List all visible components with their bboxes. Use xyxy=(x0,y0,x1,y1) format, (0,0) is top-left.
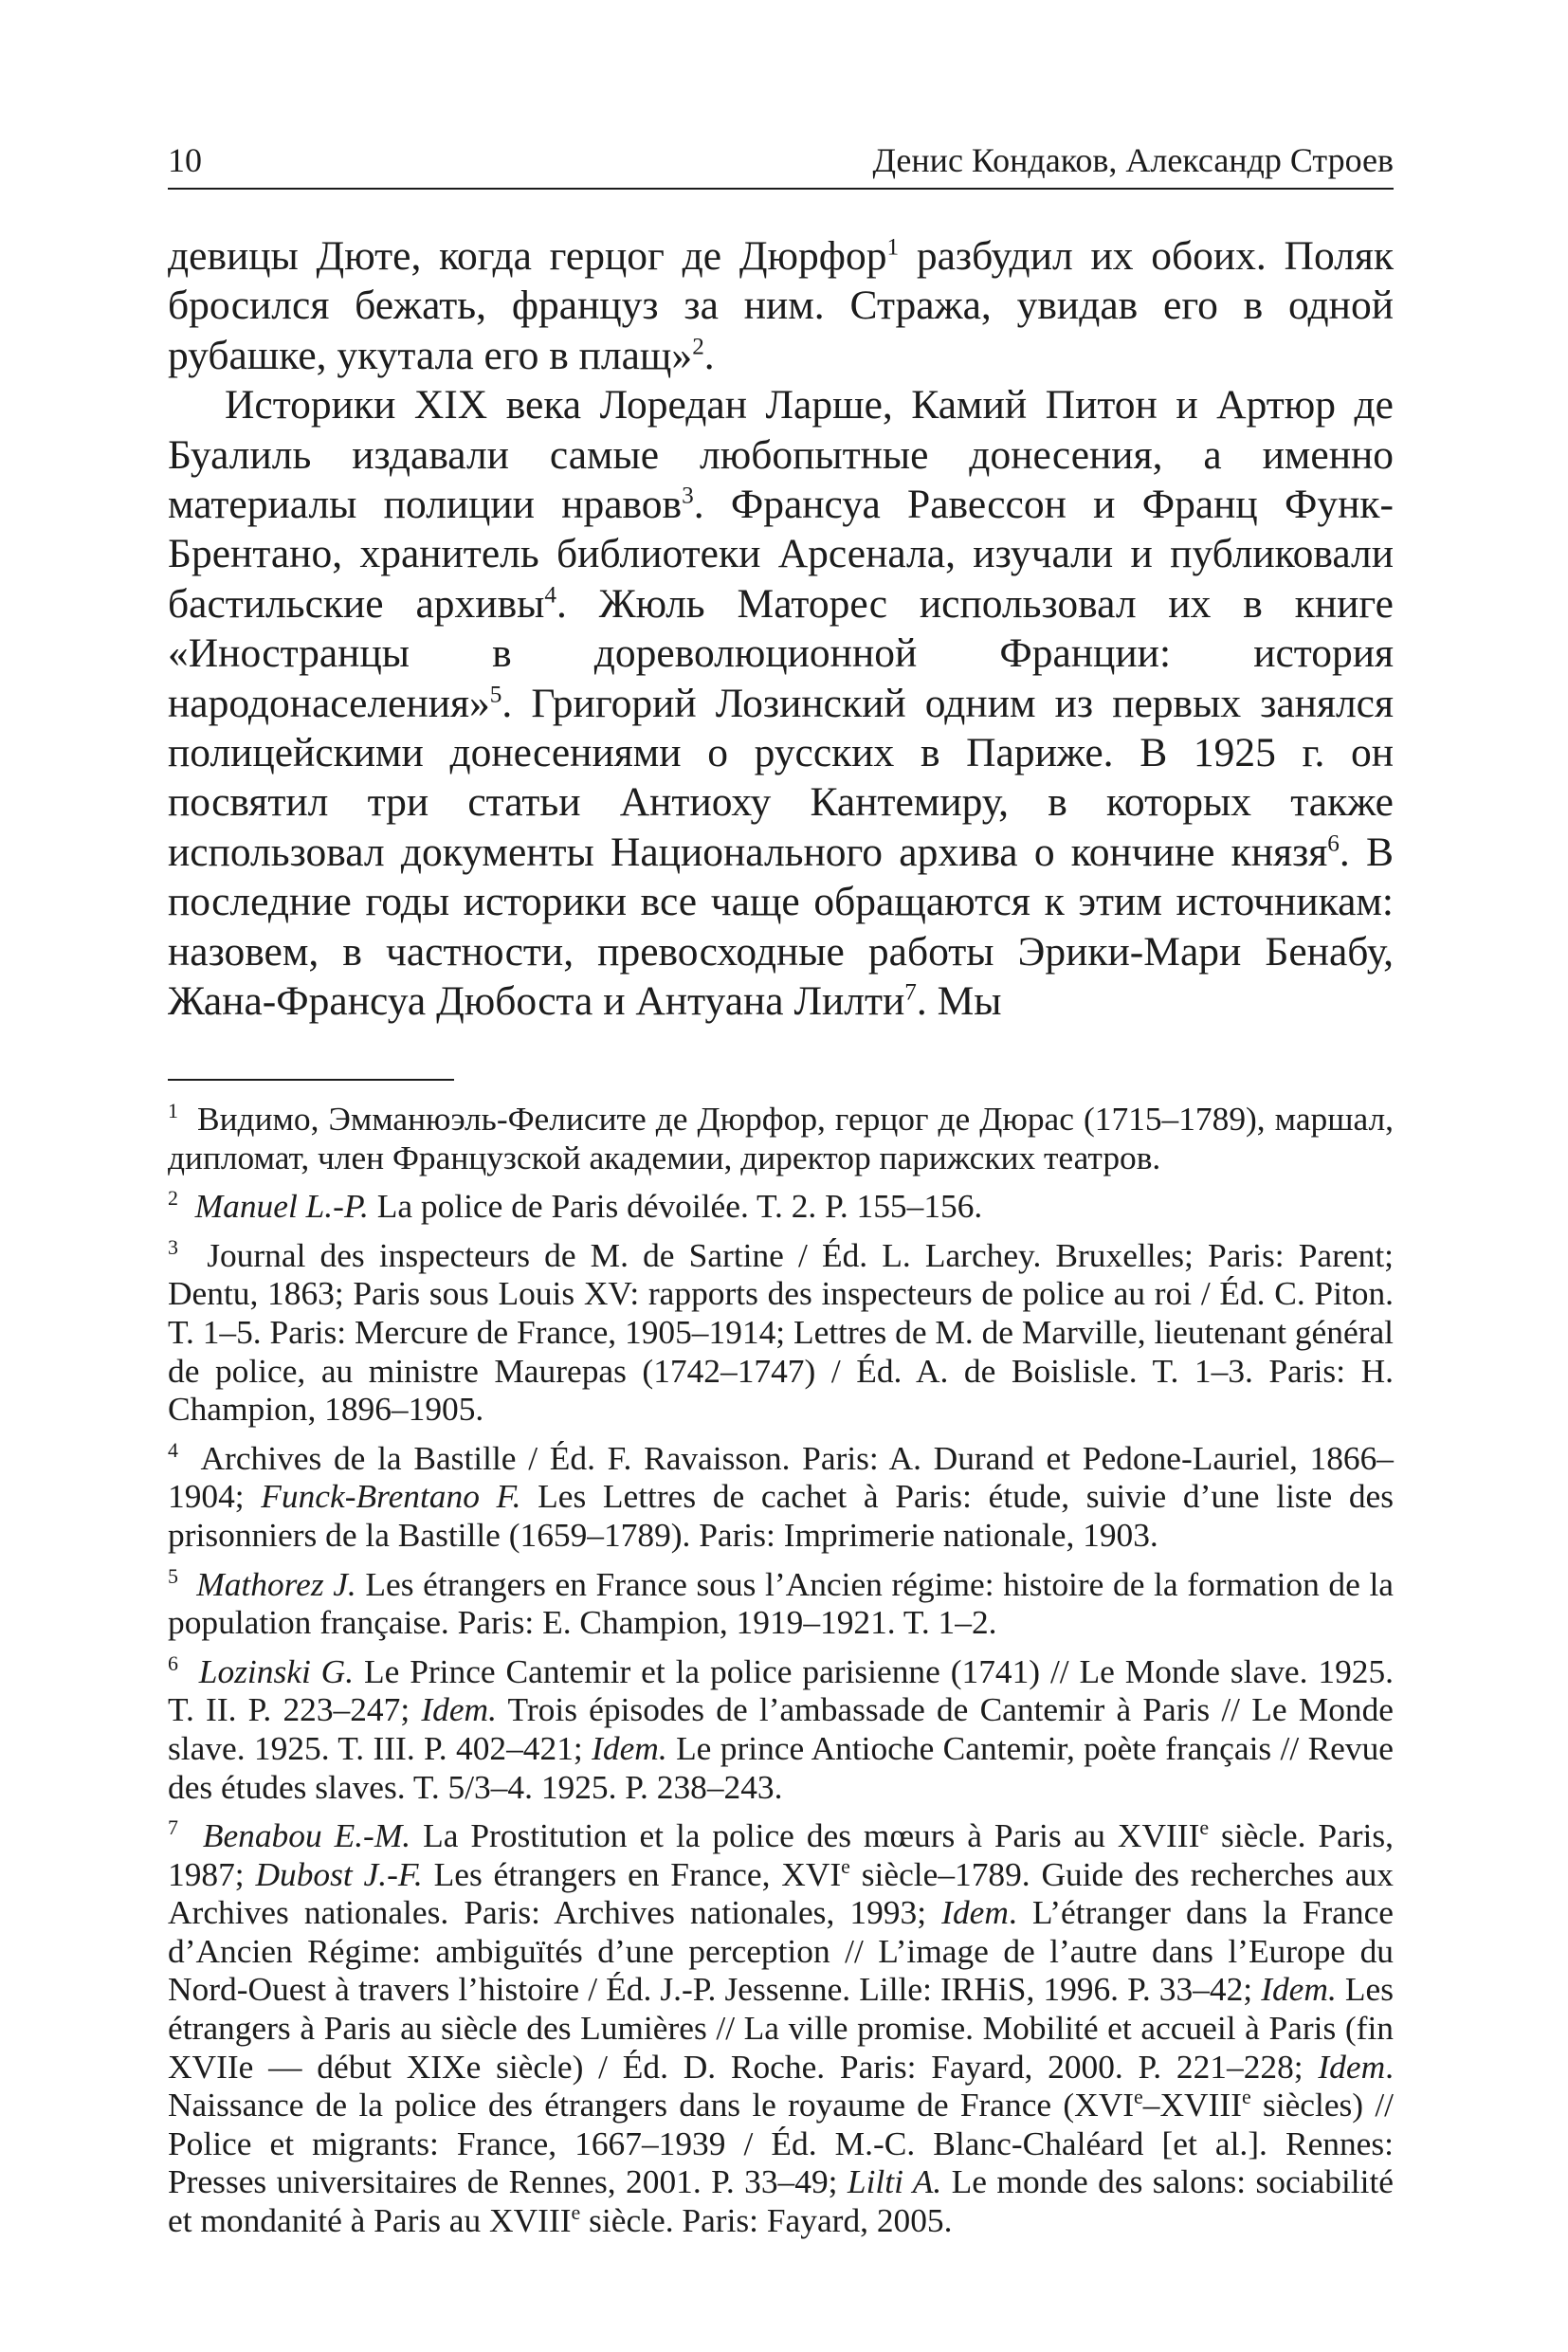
text-run: девицы Дюте, когда герцог де Дюрфор xyxy=(168,233,887,279)
footnote-text: La Prostitution et la police des mœurs à Paris au XVIII xyxy=(410,1816,1200,1855)
footnote-text: Les étrangers à Paris au siècle des Lumières // La ville promise. Mobilité et accueil à Paris (fin XVIIe — début XIXe siècle) / Éd. D. Roche. Paris: Fayard, 2000. P. 221–228; xyxy=(168,1970,1394,2086)
footnote-text: . L’étranger dans la France d’Ancien Régime: ambiguïtés d’une perception // L’image de l’autre dans l’Europe du Nord-Ouest à travers l’histoire / Éd. J.-P. Jessenne. Lille: IRHiS, 1996. P. 33–42; xyxy=(168,1893,1394,2009)
text-run: . В последние годы историки все чаще обращаются к этим источникам: назовем, в частности, превосходные работы Эрики-Мари Бенабу, Жана-Франсуа Дюбоста и Антуана Лилти xyxy=(168,829,1395,1025)
text-run: . Мы xyxy=(916,978,1002,1025)
footnote-number: 5 xyxy=(168,1563,178,1588)
footnote-text: Trois épisodes de l’ambassade de Cantemir à Paris // Le Monde slave. 1925. T. III. P. 402–421; xyxy=(168,1690,1394,1767)
footnote-2 xyxy=(168,1187,1394,1226)
footnote-idem: Idem. xyxy=(421,1690,497,1729)
footnote-ref-6: 6 xyxy=(1327,830,1340,857)
ordinal-sup: e xyxy=(571,2199,581,2224)
footnote-6 xyxy=(168,1652,1394,1806)
footnote-number: 6 xyxy=(168,1650,178,1675)
footnote-text: La police de Paris dévoilée. T. 2. P. 155–156. xyxy=(368,1187,983,1226)
footnote-author: Dubost J.-F. xyxy=(255,1854,423,1893)
page-header xyxy=(168,138,1394,182)
ordinal-sup: e xyxy=(1134,2085,1143,2109)
footnote-4 xyxy=(168,1439,1394,1555)
footnote-idem: Idem. xyxy=(592,1728,667,1767)
footnote-author: Lozinski G. xyxy=(198,1651,355,1690)
footnote-text: siècle. Paris, 1987; xyxy=(168,1816,1395,1893)
footnote-author: Lilti A. xyxy=(847,2162,942,2201)
footnote-1 xyxy=(168,1100,1394,1176)
running-title: Денис Кондаков, Александр Строев xyxy=(872,141,1394,179)
footnote-text: Journal des inspecteurs de M. de Sartine / Éd. L. Larchey. Bruxelles; Paris: Parent; Dentu, 1863; Paris sous Louis XV: rapports des inspecteurs de police au roi / Éd. C. Piton. T. 1–5. Paris: Mercure de France, 1905–1914; Lettres de M. de Marville, lieutenant général de police, au ministre Maurepas (1742–1747) / Éd. A. de Boislisle. T. 1–3. Paris: H. Champion, 1896–1905. xyxy=(168,1235,1394,1429)
main-text xyxy=(168,231,1394,1027)
footnote-number: 7 xyxy=(168,1814,178,1839)
footnote-idem: Idem xyxy=(941,1893,1009,1932)
ordinal-sup: e xyxy=(1199,1814,1210,1839)
footnote-text: Les Lettres de cachet à Paris: étude, suivie d’une liste des prisonniers de la Bastille (1659–1789). Paris: Imprimerie nationale, 1903. xyxy=(168,1477,1394,1554)
text-run: . Франсуа Равессон и Франц Функ-Брентано, хранитель библиотеки Арсенала, изучали и публиковали бастильские архивы xyxy=(168,482,1394,627)
ordinal-sup: e xyxy=(841,1853,850,1878)
footnote-ref-3: 3 xyxy=(682,483,694,509)
footnote-text: Les étrangers en France sous l’Ancien régime: histoire de la formation de la population française. Paris: E. Champion, 1919–1921. T. 1–2. xyxy=(168,1564,1394,1642)
footnote-text: Le prince Antioche Cantemir, poète français // Revue des études slaves. T. 5/3–4. 1925. P. 238–243. xyxy=(168,1728,1394,1806)
text-run: . Жюль Маторес использовал их в книге «Иностранцы в дореволюционной Франции: история народонаселения» xyxy=(168,580,1394,726)
text-run: . Григорий Лозинский одним из первых занялся полицейскими донесениями о русских в Париже. В 1925 г. он посвятил три статьи Антиоху Кантемиру, в которых также использовал документы Национального архива о кончине князя xyxy=(168,680,1394,875)
text-run: . xyxy=(703,332,715,378)
book-page xyxy=(168,0,1394,2352)
footnote-text: . Naissance de la police des étrangers dans le royaume de France (XVI xyxy=(168,2047,1394,2124)
header-rule xyxy=(168,188,1394,190)
footnote-5 xyxy=(168,1565,1394,1642)
footnote-ref-4: 4 xyxy=(544,582,556,609)
footnote-text: –XVIII xyxy=(1142,2086,1242,2124)
footnote-author: Mathorez J. xyxy=(196,1564,356,1603)
footnote-author: Funck-Brentano F. xyxy=(261,1477,521,1516)
paragraph-1 xyxy=(168,231,1394,380)
footnote-rule xyxy=(168,1079,454,1081)
footnote-text: siècles) // Police et migrants: France, 1667–1939 / Éd. M.-C. Blanc-Chaléard [et al.]. Rennes: Presses universitaires de Rennes, 2001. P. 33–49; xyxy=(168,2086,1394,2201)
footnote-text: Archives de la Bastille / Éd. F. Ravaisson. Paris: A. Durand et Pedone-Lauriel, 1866–1904; xyxy=(168,1438,1394,1516)
ordinal-sup: e xyxy=(1241,2085,1251,2109)
footnote-author: Manuel L.-P. xyxy=(194,1187,369,1226)
footnote-ref-1: 1 xyxy=(886,234,900,261)
footnote-number: 4 xyxy=(168,1437,178,1462)
footnote-text: Le monde des salons: sociabilité et mondanité à Paris au XVIII xyxy=(168,2162,1394,2240)
footnote-text: siècle–1789. Guide des recherches aux Archives nationales. Paris: Archives nationales, 1993; xyxy=(168,1854,1395,1932)
page-number: 10 xyxy=(168,141,202,179)
text-run: разбудил их обоих. Поляк бросился бежать, француз за ним. Стража, увидав его в одной рубашке, укутала его в плащ» xyxy=(168,233,1394,378)
footnote-ref-7: 7 xyxy=(904,979,917,1006)
footnote-text: Видимо, Эмманюэль-Фелисите де Дюрфор, герцог де Дюрас (1715–1789), маршал, дипломат, член Французской академии, директор парижских театров. xyxy=(168,1100,1394,1176)
footnotes xyxy=(168,1100,1394,2251)
footnote-7 xyxy=(168,1816,1394,2240)
footnote-text: siècle. Paris: Fayard, 2005. xyxy=(580,2201,953,2240)
footnote-number: 1 xyxy=(168,1098,178,1122)
footnote-ref-2: 2 xyxy=(692,334,704,360)
footnote-author: Benabou E.-M. xyxy=(202,1816,411,1855)
text-run: Историки XIX века Лоредан Ларше, Камий Питон и Артюр де Буалиль издавали самые любопытные донесения, а именно материалы полиции нравов xyxy=(168,382,1394,528)
footnote-3 xyxy=(168,1236,1394,1429)
paragraph-2 xyxy=(168,380,1394,1026)
footnote-ref-5: 5 xyxy=(489,682,502,708)
footnote-text: Le Prince Cantemir et la police parisienne (1741) // Le Monde slave. 1925. T. II. P. 223–247; xyxy=(168,1651,1395,1729)
footnote-text: Les étrangers en France, XVI xyxy=(422,1854,842,1893)
footnote-number: 3 xyxy=(168,1234,178,1259)
footnote-idem: Idem xyxy=(1318,2047,1386,2086)
footnote-number: 2 xyxy=(168,1186,178,1211)
footnote-idem: Idem. xyxy=(1261,1970,1337,2009)
